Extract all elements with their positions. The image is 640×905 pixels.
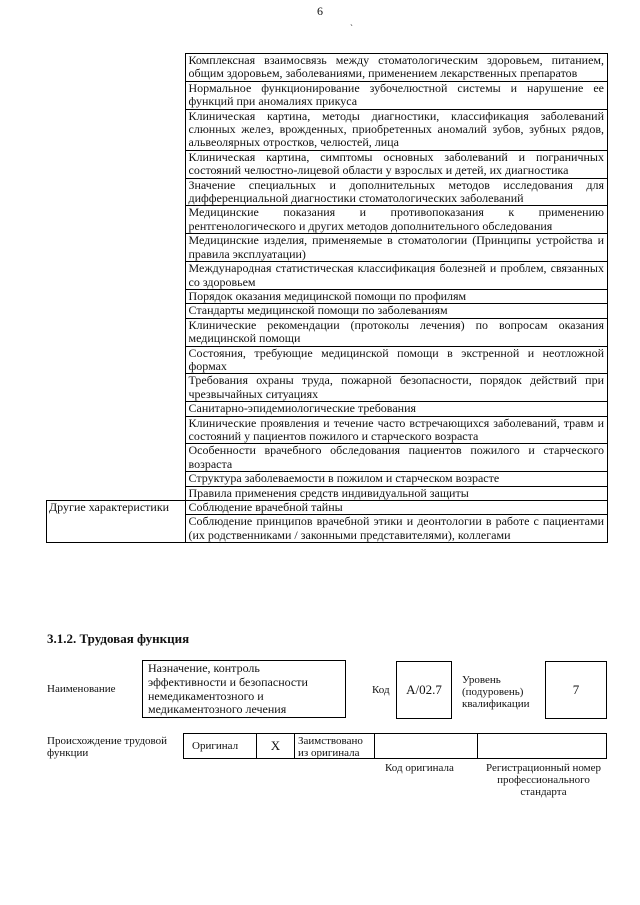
requirement-text: Медицинские показания и противопоказания к применению рентгенологического и других методов дополнительного обследования [185, 206, 608, 234]
row-label [47, 416, 186, 444]
original-label: Оригинал [192, 740, 239, 752]
requirement-row [47, 150, 608, 178]
function-name-value: Назначение, контроль эффективности и безопасности немедикаментозного и медикаментозного лечения [148, 661, 308, 717]
requirement-text: Правила применения средств индивидуальной защиты [185, 486, 608, 500]
level-label: Уровень (подуровень) квалификации [462, 674, 530, 710]
origin-row [183, 733, 607, 759]
borrowed-mark-cell [375, 734, 478, 758]
reg-number-caption: Регистрационный номер профессионального стандарта [485, 762, 602, 798]
level-box [545, 661, 607, 719]
requirement-text: Клиническая картина, методы диагностики, классификация заболеваний слюнных желез, врожденных, приобретенных аномалий зубов, зубных рядов, альвеолярных отростков, челюстей, лица [185, 109, 608, 150]
requirement-row [47, 81, 608, 109]
original-mark: Х [270, 738, 281, 753]
requirement-row [47, 472, 608, 486]
requirement-text: Стандарты медицинской помощи по заболеваниям [185, 304, 608, 318]
other-row [47, 501, 608, 515]
row-label [47, 150, 186, 178]
row-label [47, 318, 186, 346]
original-cell [184, 734, 257, 758]
requirement-row [47, 304, 608, 318]
requirement-row [47, 289, 608, 303]
requirement-text: Нормальное функционирование зубочелюстной системы и нарушение ее функций при аномалиях прикуса [185, 81, 608, 109]
requirement-text: Структура заболеваемости в пожилом и старческом возрасте [185, 472, 608, 486]
original-mark-cell [257, 734, 295, 758]
row-label [47, 289, 186, 303]
section-title: 3.1.2. Трудовая функция [47, 631, 190, 646]
row-label [47, 262, 186, 290]
code-label: Код [372, 684, 390, 696]
row-label [47, 374, 186, 402]
requirement-row [47, 444, 608, 472]
borrowed-cell [295, 734, 375, 758]
row-label [47, 178, 186, 206]
code-original-caption: Код оригинала [385, 762, 454, 774]
other-label: Другие характеристики [47, 501, 186, 543]
requirement-row [47, 374, 608, 402]
reg-number-cell [478, 734, 606, 758]
row-label [47, 109, 186, 150]
row-label [47, 81, 186, 109]
requirement-row [47, 234, 608, 262]
code-box [396, 661, 452, 719]
level-value: 7 [572, 682, 580, 697]
row-label [47, 346, 186, 374]
row-label [47, 206, 186, 234]
row-label [47, 304, 186, 318]
requirements-table [46, 53, 608, 543]
requirement-text: Порядок оказания медицинской помощи по профилям [185, 289, 608, 303]
row-label [47, 54, 186, 82]
row-label [47, 444, 186, 472]
row-label [47, 486, 186, 500]
requirement-row [47, 54, 608, 82]
requirement-text: Состояния, требующие медицинской помощи в экстренной и неотложной формах [185, 346, 608, 374]
requirement-row [47, 346, 608, 374]
name-label: Наименование [47, 683, 116, 695]
requirement-text: Значение специальных и дополнительных методов исследования для дифференциальной диагностики стоматологических заболеваний [185, 178, 608, 206]
requirement-row [47, 178, 608, 206]
requirement-row [47, 486, 608, 500]
requirement-text: Медицинские изделия, применяемые в стоматологии (Принципы устройства и правила эксплуатации) [185, 234, 608, 262]
requirement-row [47, 402, 608, 416]
function-name-box [142, 660, 346, 718]
requirement-text: Клиническая картина, симптомы основных заболеваний и пограничных состояний челюстно-лицевой области у взрослых и детей, их диагностика [185, 150, 608, 178]
requirement-text: Санитарно-эпидемиологические требования [185, 402, 608, 416]
other-item-text: Соблюдение принципов врачебной этики и деонтологии в работе с пациентами (их родственниками / законными представителями), коллегами [185, 515, 608, 543]
requirement-row [47, 109, 608, 150]
borrowed-label: Заимствовано из оригинала [298, 735, 363, 759]
requirement-text: Клинические рекомендации (протоколы лечения) по вопросам оказания медицинской помощи [185, 318, 608, 346]
requirement-text: Международная статистическая классификация болезней и проблем, связанных со здоровьем [185, 262, 608, 290]
requirement-text: Требования охраны труда, пожарной безопасности, порядок действий при чрезвычайных ситуациях [185, 374, 608, 402]
code-value: А/02.7 [406, 682, 442, 697]
origin-label: Происхождение трудовой функции [47, 735, 168, 759]
requirement-text: Комплексная взаимосвязь между стоматологическим здоровьем, питанием, общим здоровьем, заболеваниями, применением лекарственных препаратов [185, 54, 608, 82]
page-number: 6 [317, 4, 323, 18]
requirement-text: Клинические проявления и течение часто встречающихся заболеваний, травм и состояний у пациентов пожилого и старческого возраста [185, 416, 608, 444]
scan-mark: ` [350, 23, 353, 33]
other-item-text: Соблюдение врачебной тайны [185, 501, 608, 515]
requirement-row [47, 262, 608, 290]
row-label [47, 472, 186, 486]
requirement-row [47, 206, 608, 234]
requirement-row [47, 318, 608, 346]
requirement-text: Особенности врачебного обследования пациентов пожилого и старческого возраста [185, 444, 608, 472]
row-label [47, 402, 186, 416]
row-label [47, 234, 186, 262]
requirement-row [47, 416, 608, 444]
